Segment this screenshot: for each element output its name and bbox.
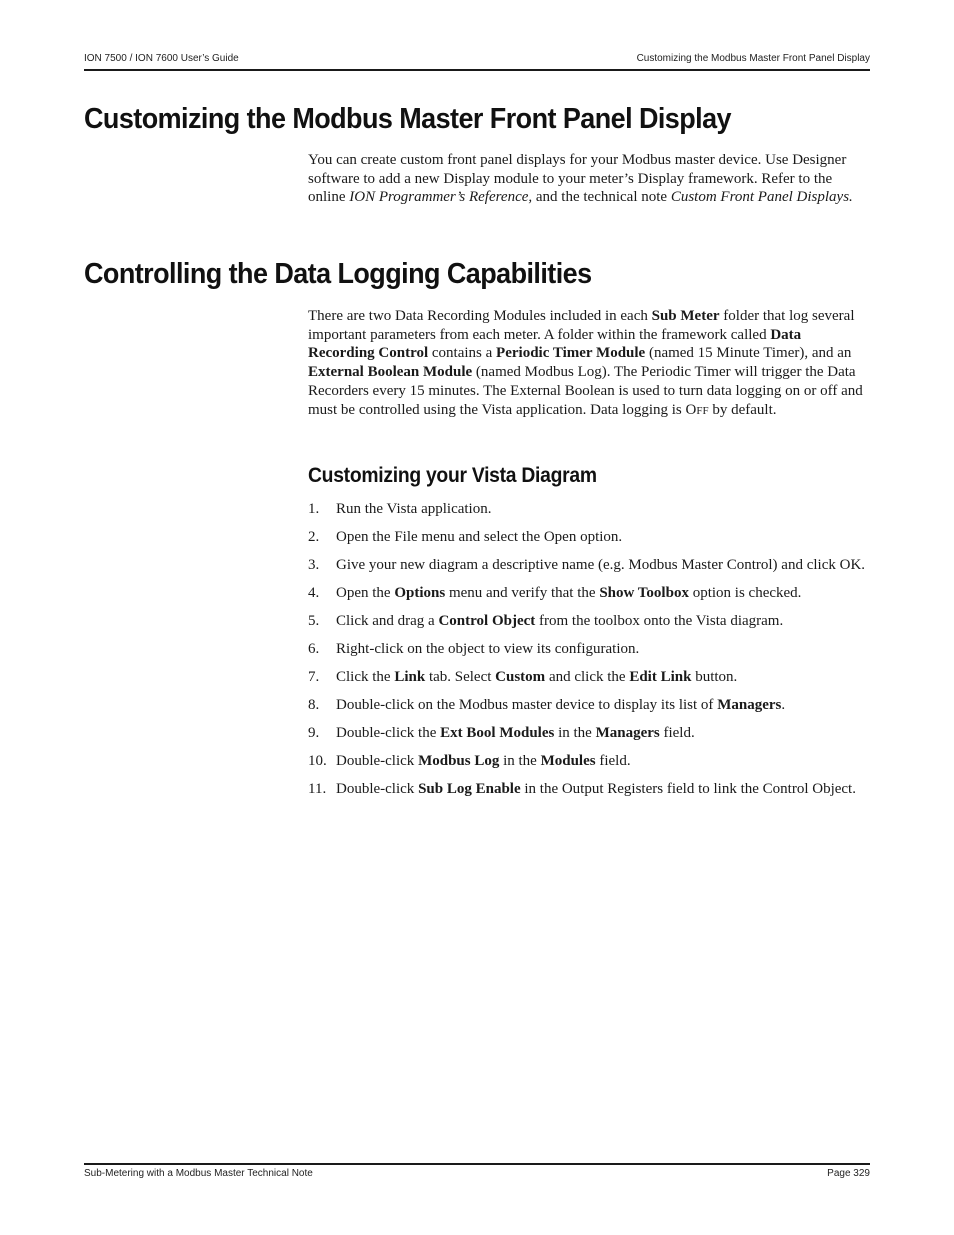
- text-run: Double-click: [336, 753, 419, 769]
- bold-term: Options: [394, 585, 446, 601]
- front-panel-paragraph: [308, 151, 870, 207]
- header-rule: [84, 69, 870, 71]
- text-run: Right-click on the object to view its configuration.: [336, 641, 640, 657]
- text-run: Open the: [336, 585, 395, 601]
- step-item: [308, 668, 870, 687]
- bold-term: Control Object: [438, 613, 536, 629]
- step-number: 7.: [308, 669, 320, 685]
- text-run: Double-click: [336, 781, 419, 797]
- text-run: Open the File menu and select the Open option.: [336, 529, 623, 545]
- step-number: 9.: [308, 725, 320, 741]
- step-text: [336, 585, 801, 601]
- text-run: (named Modbus Log). The Periodic Timer will trigger the Data Recorders every 15 minutes. The External Boolean is used to turn data logging on or off and must be controlled using the Vista application. Data logging is O: [308, 364, 863, 418]
- text-run: Click and drag a: [336, 613, 439, 629]
- running-footer-left: Sub-Metering with a Modbus Master Technical Note: [84, 1168, 313, 1179]
- text-run: in the: [499, 753, 541, 769]
- step-item: [308, 612, 870, 631]
- bold-term: Custom: [495, 669, 546, 685]
- step-text: [336, 529, 622, 545]
- step-number: 6.: [308, 641, 320, 657]
- bold-term: Show Toolbox: [599, 585, 689, 601]
- text-run: Click the: [336, 669, 395, 685]
- section-heading-data-logging: Controlling the Data Logging Capabilities: [84, 258, 592, 290]
- bold-term: Data Recording Control: [308, 326, 802, 362]
- bold-term: Modules: [540, 753, 596, 769]
- text-run: menu and verify that the: [445, 585, 600, 601]
- text-run: field.: [595, 753, 631, 769]
- text-run: Double-click on the Modbus master device to display its list of: [336, 697, 718, 713]
- bold-term: Sub Meter: [651, 308, 720, 324]
- text-run: by default.: [708, 401, 777, 418]
- text-run: contains a: [428, 345, 497, 362]
- text-run: in the Output Registers field to link the Control Object.: [520, 781, 856, 797]
- step-text: [336, 669, 737, 685]
- text-run: folder that log several important parameters from each meter. A folder within the framework called: [308, 308, 855, 343]
- step-text: [336, 781, 856, 797]
- bold-term: Ext Bool Modules: [440, 725, 555, 741]
- section-heading-front-panel: Customizing the Modbus Master Front Panel Display: [84, 103, 731, 135]
- text-run: Give your new diagram a descriptive name (e.g. Modbus Master Control) and click OK.: [336, 557, 866, 573]
- step-text: [336, 557, 865, 573]
- text-run: (named 15 Minute Timer), and an: [645, 345, 852, 362]
- step-text: [336, 753, 631, 769]
- text-run: There are two Data Recording Modules included in each: [308, 308, 652, 324]
- step-text: [336, 613, 783, 629]
- bold-term: External Boolean Module: [308, 364, 473, 381]
- text-run: option is checked.: [688, 585, 802, 601]
- programmers-reference-title: ION Programmer’s Reference,: [349, 189, 533, 206]
- bold-term: Managers: [595, 725, 660, 741]
- bold-term: Managers: [717, 697, 782, 713]
- text-run: in the: [554, 725, 596, 741]
- text-run: button.: [691, 669, 738, 685]
- steps-list: [308, 500, 870, 808]
- text-run: .: [781, 697, 786, 713]
- step-item: [308, 780, 870, 799]
- bold-term: Link: [394, 669, 426, 685]
- step-item: [308, 528, 870, 547]
- step-number: 11.: [308, 781, 327, 797]
- step-text: [336, 501, 491, 517]
- step-number: 5.: [308, 613, 320, 629]
- step-item: [308, 640, 870, 659]
- step-text: [336, 641, 639, 657]
- text-run: tab. Select: [425, 669, 496, 685]
- text-run: and click the: [545, 669, 630, 685]
- step-text: [336, 725, 695, 741]
- step-number: 3.: [308, 557, 320, 573]
- data-logging-paragraph: [308, 307, 870, 420]
- page-number: Page 329: [827, 1168, 870, 1179]
- step-item: [308, 724, 870, 743]
- technical-note-title: Custom Front Panel Displays.: [670, 189, 853, 206]
- step-number: 8.: [308, 697, 320, 713]
- step-item: [308, 696, 870, 715]
- bold-term: Sub Log Enable: [418, 781, 521, 797]
- step-item: [308, 556, 870, 575]
- text-run: Run the Vista application.: [336, 501, 492, 517]
- step-number: 10.: [308, 753, 327, 769]
- subsection-heading-vista: Customizing your Vista Diagram: [308, 464, 597, 487]
- text-run: You can create custom front panel displays for your Modbus master device. Use Designer software to add a new Display module to your meter’s Display framework. Refer to the online: [308, 152, 847, 206]
- bold-term: Modbus Log: [418, 753, 500, 769]
- text-run: field.: [659, 725, 695, 741]
- step-number: 1.: [308, 501, 320, 517]
- step-item: [308, 584, 870, 603]
- running-header-right: Customizing the Modbus Master Front Panel Display: [636, 53, 870, 64]
- text-run: and the technical note: [532, 189, 671, 206]
- step-number: 2.: [308, 529, 320, 545]
- step-text: [336, 697, 785, 713]
- footer-rule: [84, 1163, 870, 1165]
- step-item: [308, 752, 870, 771]
- bold-term: Periodic Timer Module: [496, 345, 646, 362]
- bold-term: Edit Link: [629, 669, 692, 685]
- step-number: 4.: [308, 585, 320, 601]
- text-run: Double-click the: [336, 725, 441, 741]
- small-caps-run: FF: [696, 404, 709, 417]
- text-run: from the toolbox onto the Vista diagram.: [535, 613, 784, 629]
- running-header-left: ION 7500 / ION 7600 User’s Guide: [84, 53, 239, 64]
- step-item: [308, 500, 870, 519]
